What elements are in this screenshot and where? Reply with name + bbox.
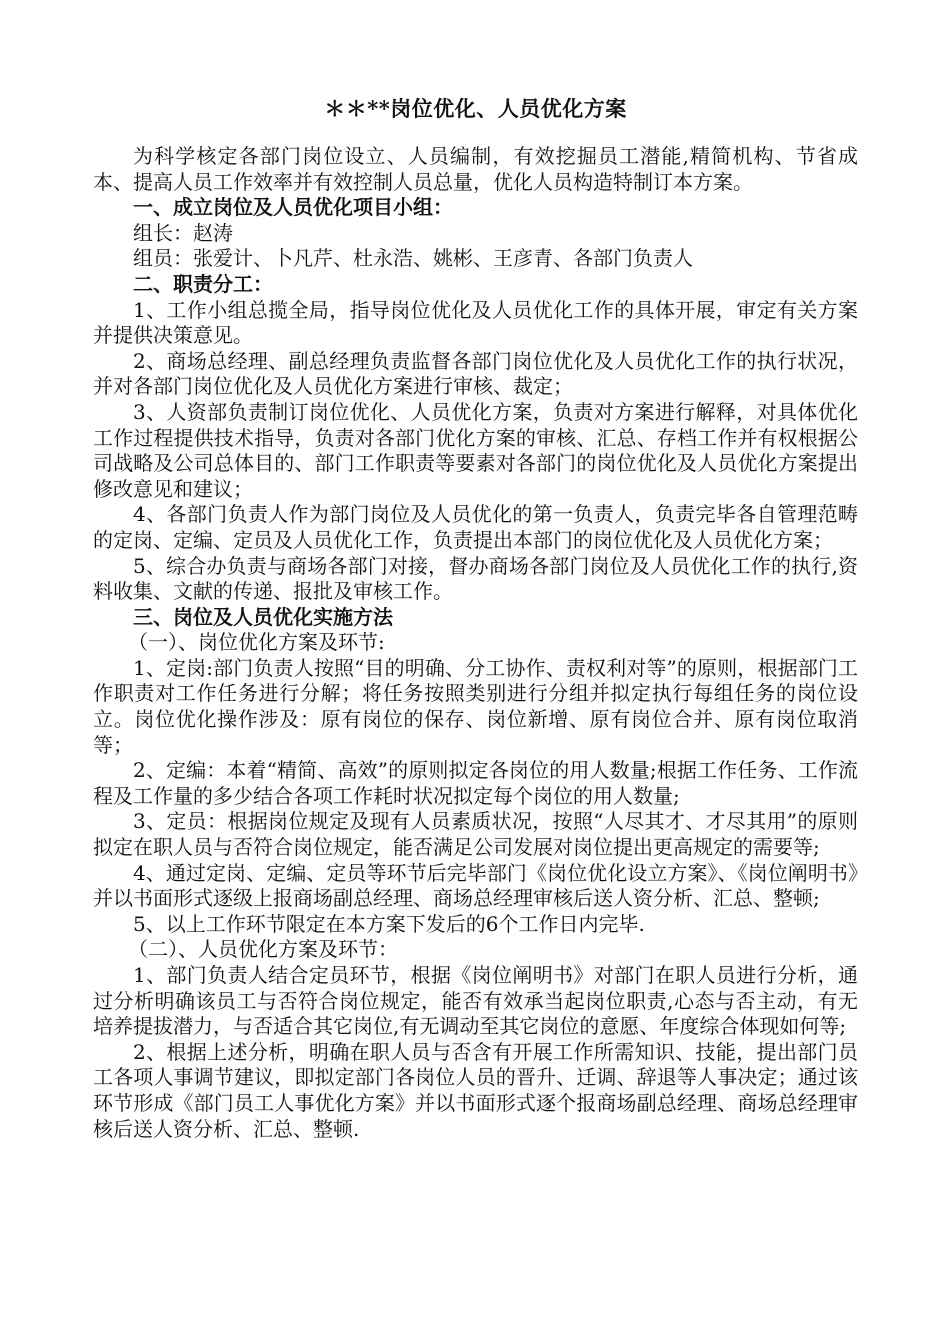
paragraph: 4、通过定岗、定编、定员等环节后完毕部门《岗位优化设立方案》、《岗位阐明书》并以书面形式逐级上报商场副总经理、商场总经理审核后送人资分析、汇总、整顿; <box>93 860 858 911</box>
paragraph: 2、根据上述分析，明确在职人员与否含有开展工作所需知识、技能，提出部门员工各项人事调节建议，即拟定部门各岗位人员的晋升、迁调、辞退等人事决定；通过该环节形成《部门员工人事优化方案》并以书面形式逐个报商场副总经理、商场总经理审核后送人资分析、汇总、整顿. <box>93 1039 858 1141</box>
paragraph: 4、各部门负责人作为部门岗位及人员优化的第一负责人，负责完毕各自管理范畴的定岗、定编、定员及人员优化工作，负责提出本部门的岗位优化及人员优化方案； <box>93 502 858 552</box>
paragraph: 2、商场总经理、副总经理负责监督各部门岗位优化及人员优化工作的执行状况，并对各部门岗位优化及人员优化方案进行审核、裁定； <box>93 348 858 399</box>
document-title: ＊＊**岗位优化、人员优化方案 <box>324 96 627 121</box>
subsection-heading: （一）、岗位优化方案及环节: <box>128 630 385 655</box>
section-heading: 三、岗位及人员优化实施方法 <box>133 604 393 629</box>
paragraph: 5、综合办负责与商场各部门对接，督办商场各部门岗位及人员优化工作的执行,资料收集、文献的传递、报批及审核工作。 <box>93 553 858 604</box>
paragraph: 2、定编：本着“精简、高效”的原则拟定各岗位的用人数量;根据工作任务、工作流程及工作量的多少结合各项工作耗时状况拟定每个岗位的用人数量; <box>93 758 858 808</box>
section-heading: 一、成立岗位及人员优化项目小组： <box>133 195 453 220</box>
paragraph: 为科学核定各部门岗位设立、人员编制，有效挖掘员工潜能,精简机构、节省成本、提高人员工作效率并有效控制人员总量，优化人员构造特制订本方案。 <box>93 144 858 194</box>
paragraph: 组员：张爱计、卜凡芹、杜永浩、姚彬、王彦青、各部门负责人 <box>133 246 693 271</box>
document-body <box>93 144 858 1142</box>
paragraph: 1、定岗:部门负责人按照“目的明确、分工协作、责权利对等”的原则，根据部门工作职责对工作任务进行分解；将任务按照类别进行分组并拟定执行每组任务的岗位设立。岗位优化操作涉及：原有岗位的保存、岗位新增、原有岗位合并、原有岗位取消等； <box>93 655 858 757</box>
paragraph: 1、工作小组总揽全局，指导岗位优化及人员优化工作的具体开展，审定有关方案并提供决策意见。 <box>93 297 858 348</box>
paragraph: 组长：赵涛 <box>133 220 233 245</box>
paragraph: 3、人资部负责制订岗位优化、人员优化方案，负责对方案进行解释，对具体优化工作过程提供技术指导，负责对各部门优化方案的审核、汇总、存档工作并有权根据公司战略及公司总体目的、部门工作职责等要素对各部门的岗位优化及人员优化方案提出修改意见和建议； <box>93 399 858 501</box>
section-heading: 二、职责分工： <box>133 271 273 296</box>
paragraph: 3、定员：根据岗位规定及现有人员素质状况，按照“人尽其才、才尽其用”的原则拟定在职人员与否符合岗位规定，能否满足公司发展对岗位提出更高规定的需要等; <box>93 809 858 860</box>
subsection-heading: （二）、人员优化方案及环节： <box>128 937 398 962</box>
paragraph: 5、以上工作环节限定在本方案下发后的6个工作日内完毕. <box>133 911 645 936</box>
paragraph: 1、部门负责人结合定员环节，根据《岗位阐明书》对部门在职人员进行分析，通过分析明确该员工与否符合岗位规定，能否有效承当起岗位职责,心态与否主动，有无培养提拔潜力，与否适合其它岗位,有无调动至其它岗位的意愿、年度综合体现如何等; <box>93 963 858 1039</box>
